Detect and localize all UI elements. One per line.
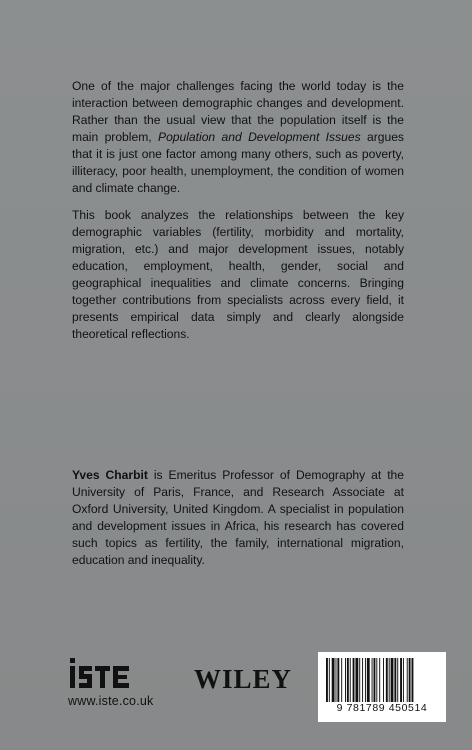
barcode-bar bbox=[332, 658, 335, 702]
barcode-bar bbox=[412, 658, 414, 702]
blurb-text: argues that it is just one factor among many others, such as poverty, illiteracy, poor health, unemployment, the condition of women and climate change. bbox=[72, 130, 404, 195]
barcode-bar bbox=[350, 658, 351, 702]
barcode-bar bbox=[367, 658, 370, 702]
blurb-paragraph-1 bbox=[72, 78, 404, 197]
barcode-bar bbox=[337, 658, 339, 702]
barcode-bar bbox=[397, 658, 398, 702]
barcode-bar bbox=[394, 658, 396, 702]
barcode-bar bbox=[391, 658, 394, 702]
barcode-bar bbox=[362, 658, 363, 702]
barcode-bar bbox=[355, 658, 358, 702]
iste-url: www.iste.co.uk bbox=[68, 694, 154, 708]
barcode-bar bbox=[389, 658, 390, 702]
barcode-bar bbox=[379, 658, 380, 702]
barcode-bar bbox=[341, 658, 342, 702]
blurb-text: One of the major challenges facing the world today is the interaction between demographic changes and development. Rather than the usual view that the population itself is the main problem, bbox=[72, 79, 404, 144]
author-name: Yves Charbit bbox=[72, 468, 148, 482]
barcode-bar bbox=[407, 658, 408, 702]
barcode-bar bbox=[359, 658, 360, 702]
barcode-bar bbox=[374, 658, 376, 702]
barcode-bar bbox=[345, 658, 346, 702]
barcode-bar bbox=[376, 658, 377, 702]
author-bio-paragraph bbox=[72, 467, 404, 569]
iste-logo bbox=[66, 656, 174, 714]
barcode-bar bbox=[329, 658, 330, 702]
barcode-bar bbox=[326, 658, 328, 702]
barcode-bar bbox=[400, 658, 402, 702]
barcode-bar bbox=[409, 658, 411, 702]
barcode-bar bbox=[403, 658, 404, 702]
barcode-bars bbox=[326, 658, 438, 702]
wiley-logo: WILEY bbox=[194, 664, 293, 694]
barcode-bar bbox=[347, 658, 349, 702]
barcode-bar bbox=[372, 658, 373, 702]
isbn-number: 9 781789 450514 bbox=[336, 702, 428, 714]
barcode-bar bbox=[383, 658, 384, 702]
book-title: Population and Development Issues bbox=[158, 130, 361, 144]
author-bio bbox=[72, 467, 404, 579]
barcode-bar bbox=[353, 658, 355, 702]
barcode bbox=[318, 652, 446, 722]
blurb bbox=[72, 78, 404, 353]
author-bio-text: is Emeritus Professor of Demography at the University of Paris, France, and Research Associate at Oxford University, United Kingdom. A specialist in population and development issues in Africa, his research has covered such topics as fertility, the family, international migration, education and inequality. bbox=[72, 468, 405, 567]
barcode-bar bbox=[386, 658, 388, 702]
iste-logo-icon bbox=[69, 656, 133, 690]
barcode-bar bbox=[336, 658, 337, 702]
barcode-bar bbox=[365, 658, 366, 702]
publisher-logos bbox=[66, 650, 428, 720]
blurb-paragraph-2: This book analyzes the relationships between the key demographic variables (fertility, morbidity and mortality, migration, etc.) and major development issues, notably education, employment, health, gender, social and geographical inequalities and climate concerns. Bringing together contributions from specialists across every field, it presents empirical data simply and clearly alongside theoretical reflections. bbox=[72, 208, 404, 341]
